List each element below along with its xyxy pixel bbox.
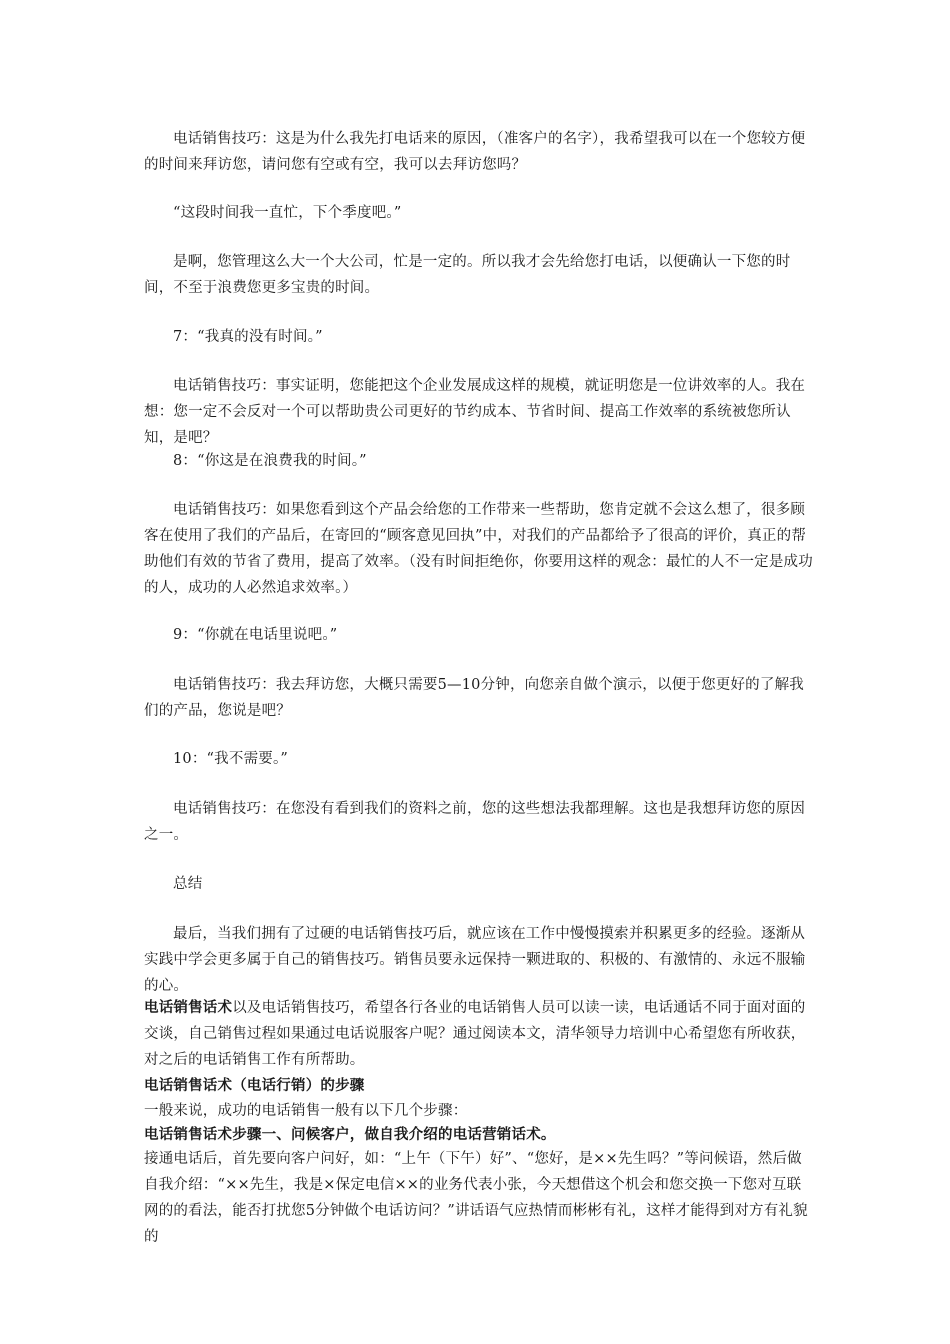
step1-heading: 电话销售话术步骤一、问候客户，做自我介绍的电话营销话术。: [144, 1126, 556, 1143]
paragraph: 9：“你就在电话里说吧。”: [173, 627, 338, 643]
paragraph: 8：“你这是在浪费我的时间。”: [173, 453, 367, 469]
steps-intro: 一般来说，成功的电话销售一般有以下几个步骤：: [144, 1103, 468, 1119]
intro-text: 以及电话销售技巧，希望各行各业的电话销售人员可以读一读，电话通话不同于面对面的交谈，自己销售过程如果通过电话说服客户呢？通过阅读本文，清华领导力培训中心希望您有所收获，对之后的电话销售工作有所帮助。: [144, 1000, 806, 1068]
paragraph: 10：“我不需要。”: [173, 751, 289, 767]
intro-paragraph: [144, 995, 816, 1073]
section-heading: 总结: [173, 876, 203, 892]
paragraph: 电话销售技巧：我去拜访您，大概只需要5—10分钟，向您亲自做个演示，以便于您更好的了解我们的产品，您说是吧？: [144, 677, 804, 719]
paragraph: 是啊，您管理这么大一个大公司，忙是一定的。所以我才会先给您打电话，以便确认一下您的时间，不至于浪费您更多宝贵的时间。: [144, 254, 791, 296]
paragraph: “这段时间我一直忙，下个季度吧。”: [173, 205, 402, 221]
paragraph: 电话销售技巧：事实证明，您能把这个企业发展成这样的规模，就证明您是一位讲效率的人。我在想：您一定不会反对一个可以帮助贵公司更好的节约成本、节省时间、提高工作效率的系统被您所认知，是吧？: [144, 378, 806, 446]
paragraph: 最后，当我们拥有了过硬的电话销售技巧后，就应该在工作中慢慢摸索并积累更多的经验。逐渐从实践中学会更多属于自己的销售技巧。销售员要永远保持一颗进取的、积极的、有激情的、永远不服输的心。: [144, 926, 806, 994]
steps-heading: 电话销售话术（电话行销）的步骤: [144, 1077, 365, 1094]
step1-text: 接通电话后，首先要向客户问好，如：“上午（下午）好”、“您好，是××先生吗？”等问候语，然后做自我介绍：“××先生，我是×保定电信××的业务代表小张，今天想借这个机会和您交换一下您对互联网的的看法，能否打扰您5分钟做个电话访问？”讲话语气应热情而彬彬有礼，这样才能得到对方有礼貌的: [144, 1151, 808, 1245]
intro-bold-term: 电话销售话术: [144, 999, 233, 1016]
paragraph: 7：“我真的没有时间。”: [173, 329, 323, 345]
paragraph: 电话销售技巧：在您没有看到我们的资料之前，您的这些想法我都理解。这也是我想拜访您的原因之一。: [144, 801, 806, 843]
paragraph: 电话销售技巧：这是为什么我先打电话来的原因，（准客户的名字），我希望我可以在一个您较方便的时间来拜访您，请问您有空或有空，我可以去拜访您吗？: [144, 131, 806, 173]
paragraph: 电话销售技巧：如果您看到这个产品会给您的工作带来一些帮助，您肯定就不会这么想了，很多顾客在使用了我们的产品后，在寄回的“顾客意见回执”中，对我们的产品都给予了很高的评价，真正的帮助他们有效的节省了费用，提高了效率。（没有时间拒绝你，你要用这样的观念：最忙的人不一定是成功的人，成功的人必然追求效率。）: [144, 502, 813, 596]
